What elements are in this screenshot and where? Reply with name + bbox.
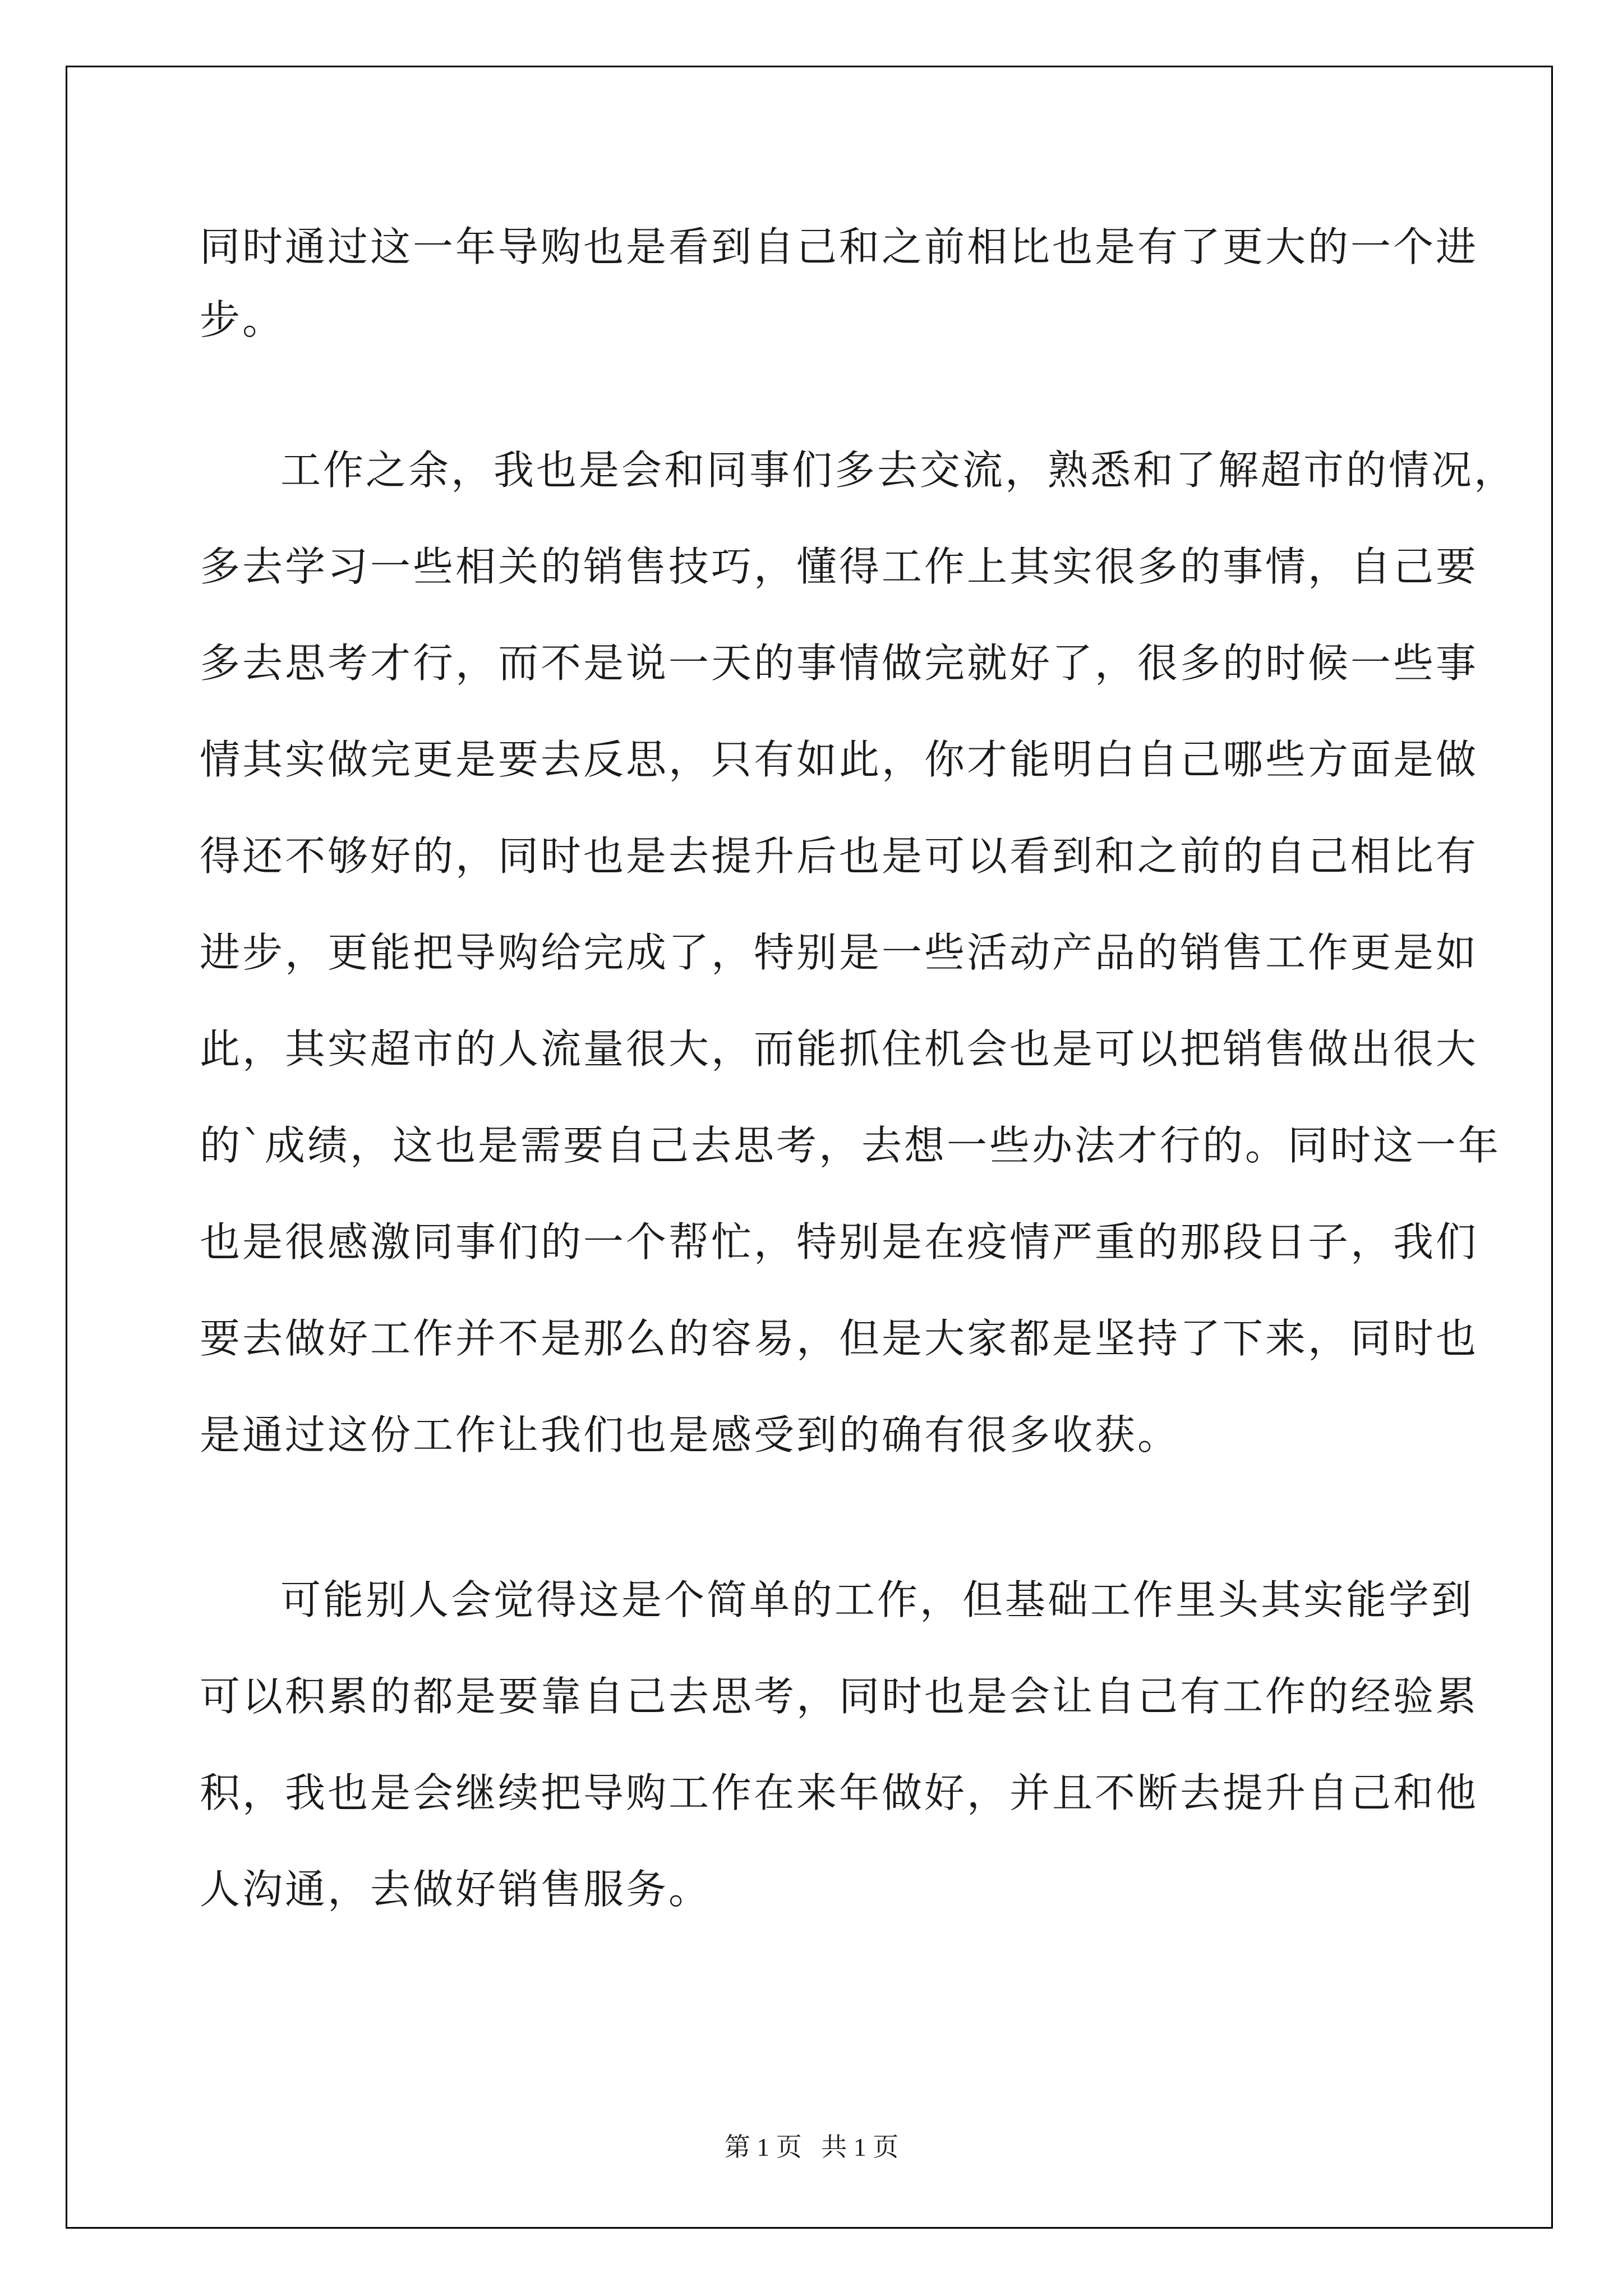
paragraph-first-line: 工作之余，我也是会和同事们多去交流，熟悉和了解超市的情况， bbox=[280, 447, 1517, 494]
body-text-line: 要去做好工作并不是那么的容易，但是大家都是坚持了下来，同时也 bbox=[200, 1315, 1479, 1362]
body-text-line: 积，我也是会继续把导购工作在来年做好，并且不断去提升自己和他 bbox=[200, 1769, 1479, 1816]
body-text-line: 此，其实超市的人流量很大，而能抓住机会也是可以把销售做出很大 bbox=[200, 1025, 1479, 1073]
page-number-footer: 第 1 页 共 1 页 bbox=[724, 2133, 899, 2161]
body-text-line: 的`成绩，这也是需要自己去思考，去想一些办法才行的。同时这一年 bbox=[200, 1122, 1501, 1169]
body-text-line: 步。 bbox=[200, 296, 285, 343]
body-text-line: 是通过这份工作让我们也是感受到的确有很多收获。 bbox=[200, 1411, 1181, 1458]
body-text-line: 也是很感激同事们的一个帮忙，特别是在疫情严重的那段日子，我们 bbox=[200, 1218, 1479, 1266]
body-text-line: 人沟通，去做好销售服务。 bbox=[200, 1866, 712, 1913]
paragraph-first-line: 可能别人会觉得这是个简单的工作，但基础工作里头其实能学到 bbox=[280, 1576, 1474, 1623]
body-text-line: 情其实做完更是要去反思，只有如此，你才能明白自己哪些方面是做 bbox=[200, 736, 1479, 783]
body-text-line: 多去思考才行，而不是说一天的事情做完就好了，很多的时候一些事 bbox=[200, 639, 1479, 687]
body-text-line: 进步，更能把导购给完成了，特别是一些活动产品的销售工作更是如 bbox=[200, 929, 1479, 976]
body-text-line: 可以积累的都是要靠自己去思考，同时也是会让自己有工作的经验累 bbox=[200, 1673, 1479, 1720]
body-text-line: 得还不够好的，同时也是去提升后也是可以看到和之前的自己相比有 bbox=[200, 832, 1479, 880]
body-text-line: 同时通过这一年导购也是看到自己和之前相比也是有了更大的一个进 bbox=[200, 223, 1479, 270]
body-text-line: 多去学习一些相关的销售技巧，懂得工作上其实很多的事情，自己要 bbox=[200, 543, 1479, 590]
